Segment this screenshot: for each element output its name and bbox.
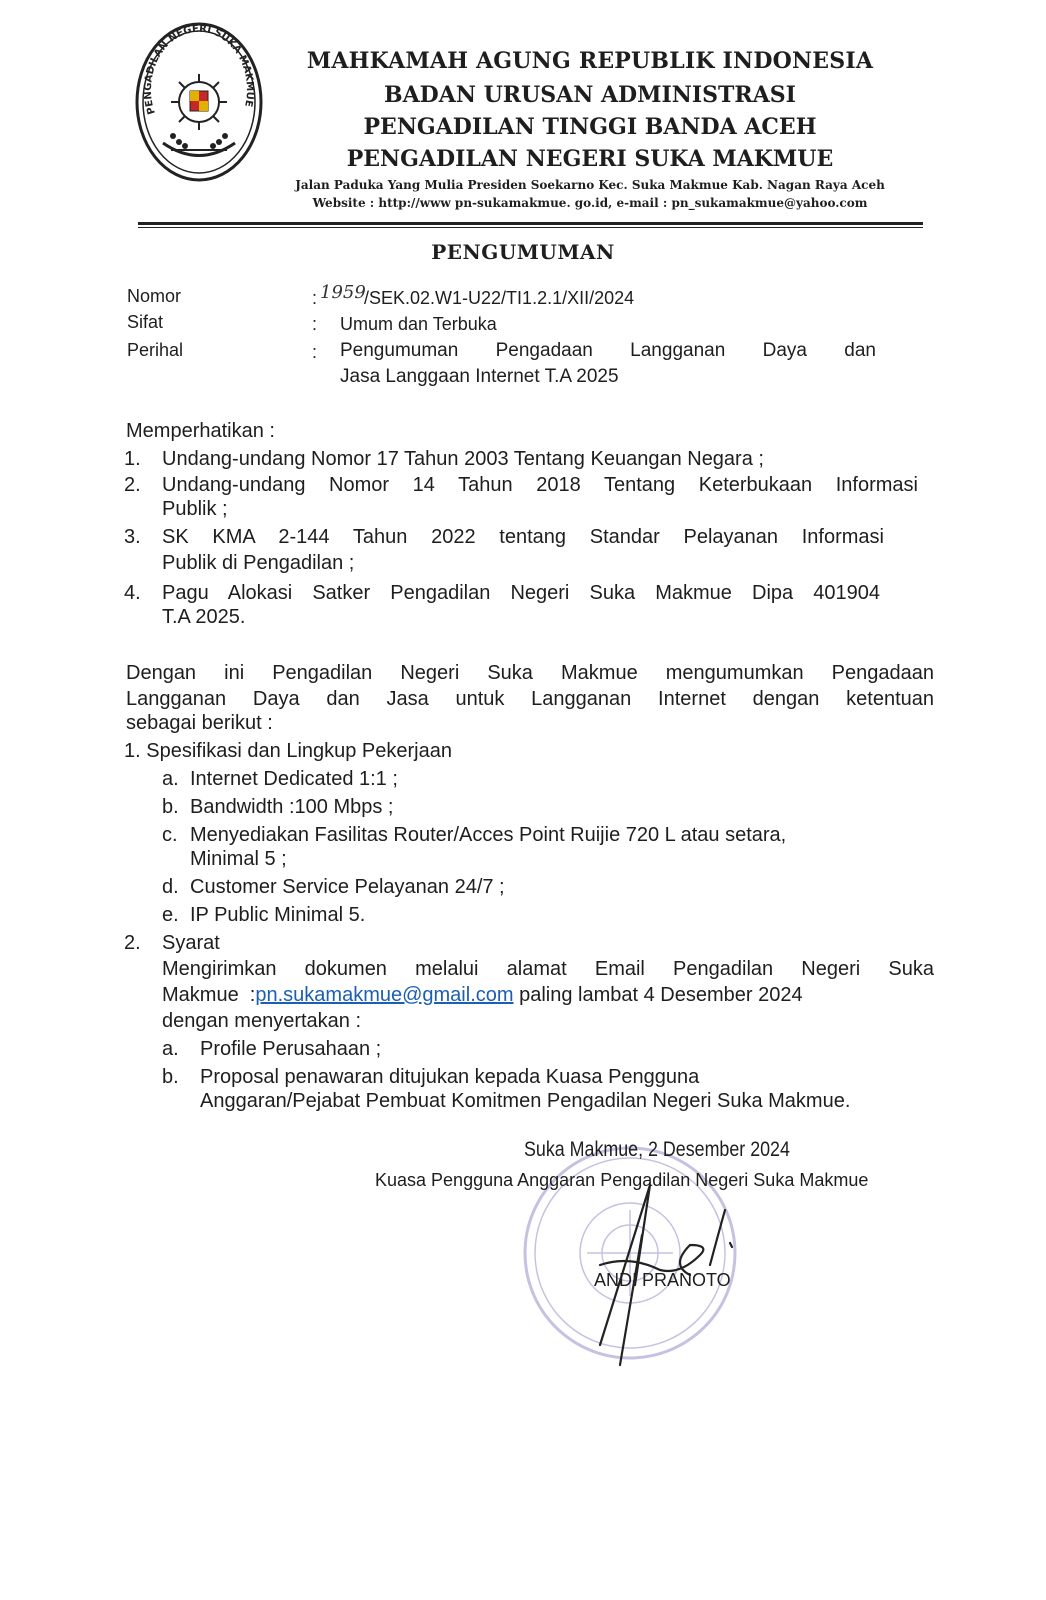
- req-letter-b: b.: [162, 1066, 179, 1088]
- section-1-heading: 1. Spesifikasi dan Lingkup Pekerjaan: [124, 740, 452, 762]
- nomor-handwritten: 1959: [320, 282, 366, 303]
- signature-name: ANDI PRANOTO: [594, 1270, 731, 1290]
- intro-line-1: Dengan ini Pengadilan Negeri Suka Makmue mengumumkan Pengadaan: [126, 662, 934, 684]
- signature-role: Kuasa Pengguna Anggaran Pengadilan Negeri Suka Makmue: [375, 1170, 869, 1190]
- court-emblem-logo: [133, 18, 265, 186]
- section-2-num: 2.: [124, 932, 141, 954]
- intro-line-3: sebagai berikut :: [126, 712, 273, 734]
- letterhead-line-3: PENGADILAN TINGGI BANDA ACEH: [363, 114, 817, 140]
- letterhead-contact: Website : http://www pn-sukamakmue. go.id, e-mail : pn_sukamakmue@yahoo.com: [312, 196, 868, 210]
- spec-item-d: Customer Service Pelayanan 24/7 ;: [190, 876, 505, 898]
- spec-item-c-line-2: Minimal 5 ;: [190, 848, 287, 870]
- section-2-line-2: [162, 984, 803, 1007]
- considering-item-4-line-1: Pagu Alokasi Satker Pengadilan Negeri Suka Makmue Dipa 401904: [162, 582, 880, 604]
- spec-letter-d: d.: [162, 876, 179, 898]
- considering-item-4-line-2: T.A 2025.: [162, 606, 246, 628]
- nomor-label: Nomor: [127, 286, 182, 306]
- considering-num-4: 4.: [124, 582, 141, 604]
- spec-letter-b: b.: [162, 796, 179, 818]
- spec-item-a: Internet Dedicated 1:1 ;: [190, 768, 398, 790]
- req-item-b-line-1: Proposal penawaran ditujukan kepada Kuasa Pengguna: [200, 1066, 700, 1088]
- section-2-line-2-suffix: paling lambat 4 Desember 2024: [513, 984, 803, 1006]
- section-2-line-3: dengan menyertakan :: [162, 1010, 362, 1032]
- considering-num-3: 3.: [124, 526, 141, 548]
- considering-item-2-line-1: Undang-undang Nomor 14 Tahun 2018 Tentang Keterbukaan Informasi: [162, 474, 918, 496]
- req-letter-a: a.: [162, 1038, 179, 1060]
- logo-ring-text: PENGADILAN NEGERI SUKA MAKMUE: [142, 23, 256, 116]
- signature-place-date: Suka Makmue, 2 Desember 2024: [524, 1138, 790, 1161]
- nomor-colon: :: [312, 288, 318, 308]
- spec-item-e: IP Public Minimal 5.: [190, 904, 366, 926]
- considering-item-2-line-2: Publik ;: [162, 498, 228, 520]
- perihal-colon: :: [312, 342, 318, 362]
- considering-item-3-line-1: SK KMA 2-144 Tahun 2022 tentang Standar Pelayanan Informasi: [162, 526, 884, 548]
- letterhead-address: Jalan Paduka Yang Mulia Presiden Soekarno Kec. Suka Makmue Kab. Nagan Raya Aceh: [295, 178, 885, 192]
- considering-item-3-line-2: Publik di Pengadilan ;: [162, 552, 355, 574]
- spec-letter-e: e.: [162, 904, 179, 926]
- req-item-b-line-2: Anggaran/Pejabat Pembuat Komitmen Pengadilan Negeri Suka Makmue.: [200, 1090, 851, 1112]
- handwritten-signature: [560, 1175, 760, 1375]
- req-item-a: Profile Perusahaan ;: [200, 1038, 382, 1060]
- spec-letter-a: a.: [162, 768, 179, 790]
- considering-num-2: 2.: [124, 474, 141, 496]
- considering-num-1: 1.: [124, 448, 141, 470]
- sifat-label: Sifat: [127, 312, 164, 332]
- spec-item-b: Bandwidth :100 Mbps ;: [190, 796, 394, 818]
- considering-heading: Memperhatikan :: [126, 420, 275, 442]
- section-2-heading: Syarat: [162, 932, 220, 954]
- letterhead-line-1: MAHKAMAH AGUNG REPUBLIK INDONESIA: [306, 48, 874, 74]
- spec-item-c-line-1: Menyediakan Fasilitas Router/Acces Point Ruijie 720 L atau setara,: [190, 824, 787, 846]
- document-title: PENGUMUMAN: [431, 240, 615, 264]
- letterhead-divider-thick: [138, 222, 923, 225]
- letterhead-line-4: PENGADILAN NEGERI SUKA MAKMUE: [346, 146, 834, 172]
- perihal-label: Perihal: [127, 340, 184, 360]
- sifat-value: Umum dan Terbuka: [340, 314, 497, 334]
- perihal-line-2: Jasa Langgaan Internet T.A 2025: [340, 366, 619, 387]
- spec-letter-c: c.: [162, 824, 178, 846]
- sifat-colon: :: [312, 314, 318, 334]
- letterhead-divider-thin: [138, 227, 923, 228]
- section-2-line-1: Mengirimkan dokumen melalui alamat Email Pengadilan Negeri Suka: [162, 958, 934, 980]
- perihal-line-1: Pengumuman Pengadaan Langganan Daya dan: [340, 340, 876, 361]
- considering-item-1: Undang-undang Nomor 17 Tahun 2003 Tentang Keuangan Negara ;: [162, 448, 764, 470]
- contact-email-link[interactable]: pn.sukamakmue@gmail.com: [255, 984, 514, 1006]
- section-2-line-2-prefix: Makmue :: [162, 984, 256, 1006]
- nomor-value: /SEK.02.W1-U22/TI1.2.1/XII/2024: [364, 288, 635, 308]
- letterhead-line-2: BADAN URUSAN ADMINISTRASI: [384, 82, 796, 108]
- intro-line-2: Langganan Daya dan Jasa untuk Langganan Internet dengan ketentuan: [126, 688, 934, 710]
